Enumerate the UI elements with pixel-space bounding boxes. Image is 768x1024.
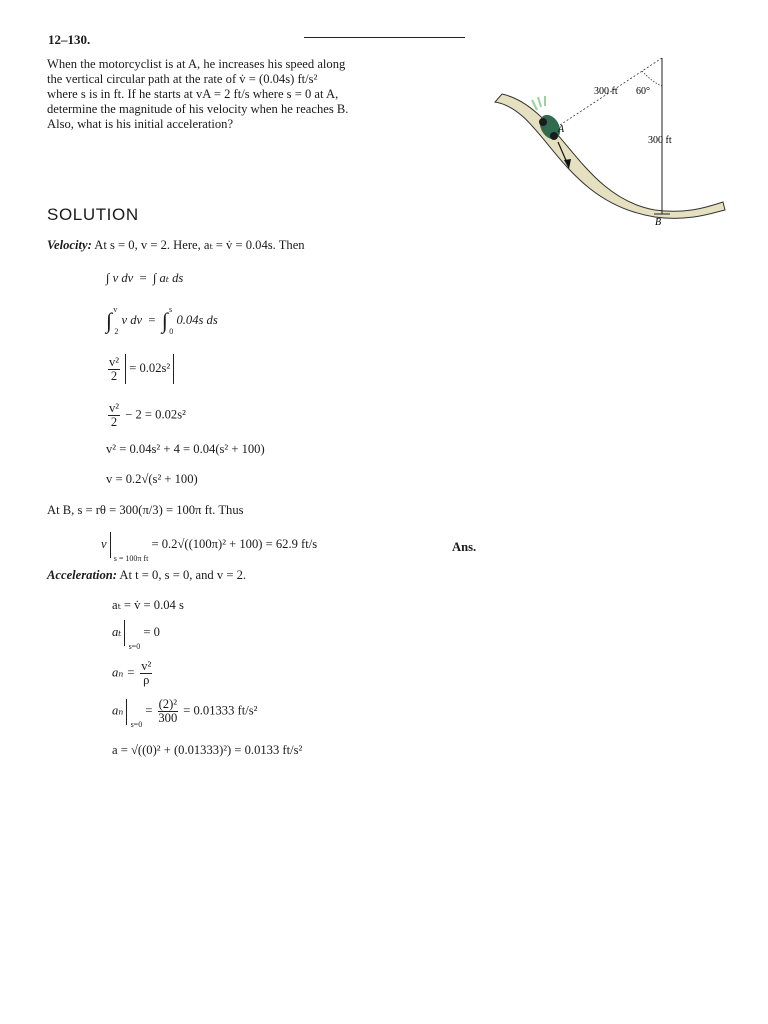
velocity-intro-text: At s = 0, v = 2. Here, aₜ = v̇ = 0.04s. Then bbox=[94, 238, 305, 252]
eq7-value: = 0.2√((100π)² + 100) = 62.9 ft/s bbox=[151, 536, 318, 551]
problem-line: Also, what is his initial acceleration? bbox=[47, 117, 234, 131]
point-a-label: A bbox=[558, 124, 565, 135]
equation-integral-general: ∫ v dv = ∫ aₜ ds bbox=[106, 271, 184, 285]
velocity-intro bbox=[47, 237, 305, 253]
eq4-right: − 2 = 0.02s² bbox=[125, 407, 186, 422]
eq2-upper-left: v bbox=[113, 304, 118, 314]
eq10-left: aₙ = bbox=[112, 665, 136, 680]
acceleration-intro-text: At t = 0, s = 0, and v = 2. bbox=[119, 568, 247, 582]
eq10-num: v² bbox=[141, 659, 152, 673]
eq4-den: 2 bbox=[110, 415, 118, 429]
acceleration-label: Acceleration: bbox=[47, 568, 117, 582]
equation-v-at-b: v $_{s = 100\pi ft}$ = 0.2√((100π)² + 100) = 62.9 ft/s bbox=[101, 532, 317, 558]
eq11-subscript: s=0 bbox=[130, 720, 143, 730]
eq9-value: = 0 bbox=[143, 624, 160, 639]
point-b-label: B bbox=[655, 217, 662, 228]
equation-integral-bounds: ∫ $^v$ $_2$ v dv = ∫ $^s$ $_0$ 0.04s ds bbox=[106, 304, 218, 336]
equation-evaluated bbox=[106, 354, 174, 384]
eq3-num: v² bbox=[109, 354, 120, 369]
equation-an bbox=[112, 660, 154, 687]
eq4-num: v² bbox=[109, 401, 120, 415]
track-surface bbox=[495, 94, 725, 218]
acceleration-intro bbox=[47, 568, 246, 583]
solution-heading: SOLUTION bbox=[47, 205, 139, 224]
equation-an-s0: aₙ $_{s=0}$ = $\frac{\text{(2)²}}{300}$ = 0.01333 ft/s² bbox=[112, 697, 258, 730]
equation-at-s0: aₜ $_{s=0}$ = 0 bbox=[112, 620, 160, 646]
eq2-lower-left: 2 bbox=[114, 326, 119, 336]
equation-v: v = 0.2√(s² + 100) bbox=[106, 472, 198, 486]
problem-number: 12–130. bbox=[48, 32, 91, 47]
header-rule bbox=[304, 37, 465, 38]
eq1-right: ∫ aₜ ds bbox=[152, 271, 184, 285]
problem-line: the vertical circular path at the rate of v̇ = (0.04s) ft/s² bbox=[47, 72, 318, 86]
eq2-right: 0.04s ds bbox=[176, 312, 218, 327]
problem-line: where s is in ft. If he starts at vA = 2 ft/s where s = 0 at A, bbox=[47, 87, 339, 101]
angle-arc bbox=[642, 71, 662, 86]
eq2-upper-right: s bbox=[169, 304, 173, 314]
equation-at: aₜ = v̇ = 0.04 s bbox=[112, 598, 184, 612]
velocity-label: Velocity: bbox=[47, 238, 92, 252]
motorcycle-track-diagram bbox=[490, 52, 730, 232]
radius-label: 300 ft bbox=[594, 86, 618, 97]
equation-substituted bbox=[106, 402, 186, 429]
eq2-lower-right: 0 bbox=[169, 326, 174, 336]
answer-label: Ans. bbox=[452, 540, 477, 554]
eq11-num: (2)² bbox=[158, 697, 178, 711]
eq9-subscript: s=0 bbox=[128, 641, 141, 651]
equation-a-total: a = √((0)² + (0.01333)²) = 0.0133 ft/s² bbox=[112, 743, 303, 757]
eq3-den: 2 bbox=[110, 368, 118, 383]
eq1-left: ∫ v dv bbox=[106, 271, 134, 285]
eq7-subscript: s = 100π ft bbox=[113, 553, 149, 563]
at-b-line: At B, s = rθ = 300(π/3) = 100π ft. Thus bbox=[47, 503, 244, 517]
angle-label: 60° bbox=[636, 86, 650, 97]
height-label: 300 ft bbox=[648, 135, 672, 146]
problem-statement bbox=[47, 57, 359, 132]
eq11-den: 300 bbox=[158, 711, 178, 725]
eq2-left: v dv bbox=[121, 312, 143, 327]
eq3-right: = 0.02s² bbox=[129, 360, 171, 375]
problem-line: When the motorcyclist is at A, he increases his speed along bbox=[47, 57, 346, 71]
eq10-den: ρ bbox=[143, 673, 150, 687]
eq11-value: = 0.01333 ft/s² bbox=[183, 703, 258, 718]
problem-line: determine the magnitude of his velocity when he reaches B. bbox=[47, 102, 349, 116]
equation-v-squared: v² = 0.04s² + 4 = 0.04(s² + 100) bbox=[106, 442, 265, 456]
